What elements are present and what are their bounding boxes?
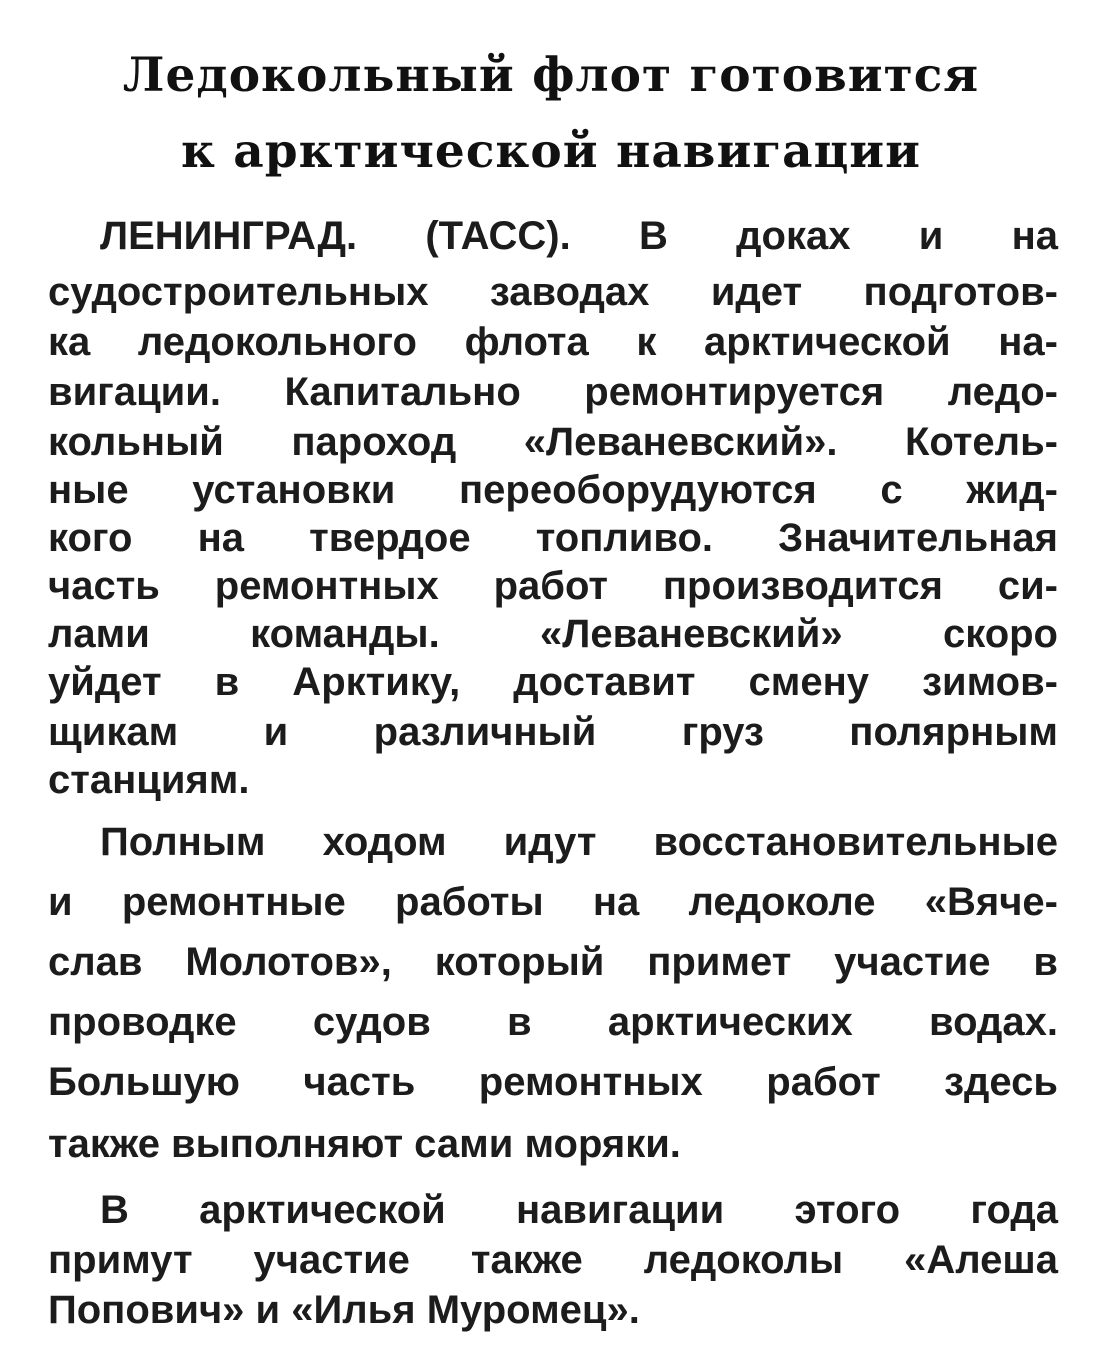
article-text-line: В арктической навигации этого года	[100, 1188, 1058, 1232]
headline-line-1: Ледокольный флот готовится	[122, 48, 980, 103]
article-text-line: примут участие также ледоколы «Алеша	[48, 1238, 1058, 1282]
article-text-line: станциям.	[48, 758, 250, 802]
article-text-line: лами команды. «Леваневский» скоро	[48, 612, 1058, 656]
article-text-line: и ремонтные работы на ледоколе «Вяче-	[48, 880, 1058, 924]
article-text-line: ЛЕНИНГРАД. (ТАСС). В доках и на	[100, 214, 1058, 258]
article-text-line: Большую часть ремонтных работ здесь	[48, 1060, 1058, 1104]
article-text-line: часть ремонтных работ производится си-	[48, 564, 1058, 608]
article-text-line: вигации. Капитально ремонтируется ледо-	[48, 370, 1058, 414]
article-text-line: также выполняют сами моряки.	[48, 1122, 681, 1166]
article-text-line: проводке судов в арктических водах.	[48, 1000, 1058, 1044]
headline-line-2: к арктической навигации	[180, 124, 922, 179]
article-text-line: судостроительных заводах идет подготов-	[48, 270, 1058, 314]
article-text-line: ка ледокольного флота к арктической на-	[48, 320, 1058, 364]
article-text-line: Попович» и «Илья Муромец».	[48, 1288, 640, 1332]
article-text-line: слав Молотов», который примет участие в	[48, 940, 1058, 984]
article-text-line: уйдет в Арктику, доставит смену зимов-	[48, 660, 1058, 704]
article-text-line: ные установки переоборудуются с жид-	[48, 468, 1058, 512]
article-text-line: кого на твердое топливо. Значительная	[48, 516, 1058, 560]
article-text-line: Полным ходом идут восстановительные	[100, 820, 1058, 864]
article-text-line: кольный пароход «Леваневский». Котель-	[48, 420, 1058, 464]
article-text-line: щикам и различный груз полярным	[48, 710, 1058, 754]
